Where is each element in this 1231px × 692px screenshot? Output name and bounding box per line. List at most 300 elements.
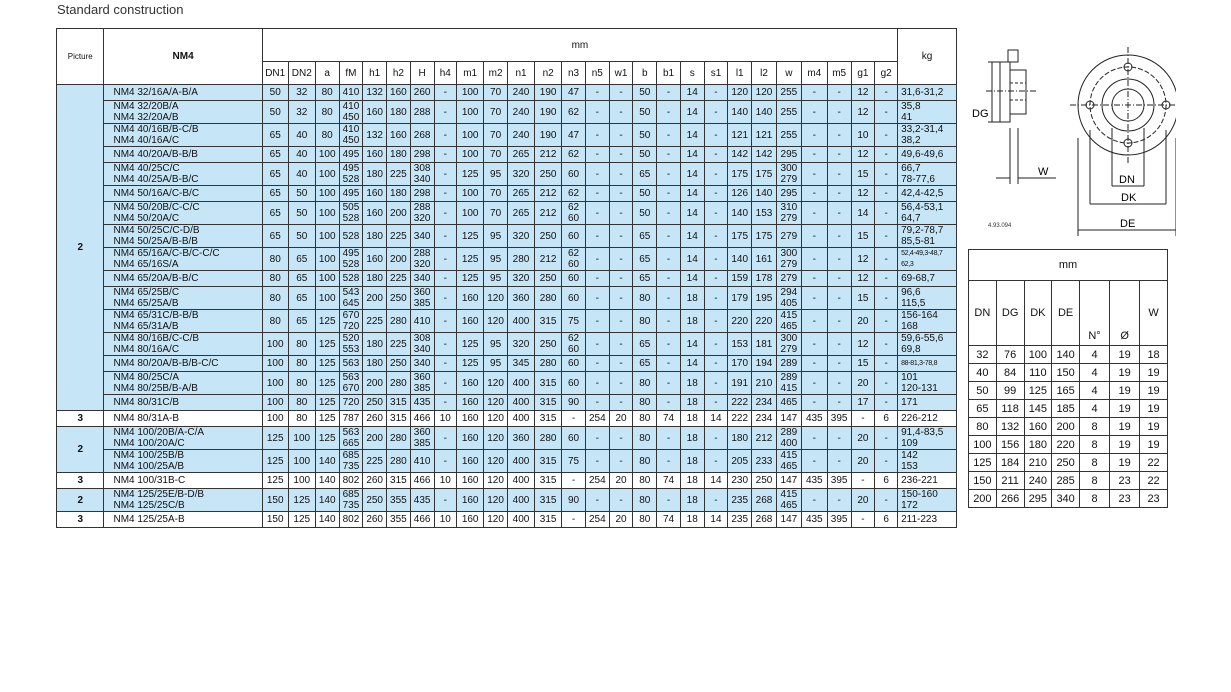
dim-cell: -	[585, 489, 609, 512]
dim-cell: 80	[633, 372, 657, 395]
flange-drawing	[966, 38, 1176, 238]
dim-cell: -	[609, 225, 633, 248]
dim-cell: 200	[387, 202, 411, 225]
dim-cell: -	[827, 333, 851, 356]
dim-cell: 120	[484, 473, 508, 489]
dim-cell: -	[827, 310, 851, 333]
dim-cell: 240	[507, 101, 534, 124]
dim-cell: 250	[387, 287, 411, 310]
dim-cell: -	[801, 372, 827, 395]
dim-cell: 160	[457, 310, 484, 333]
dim-cell: 250	[535, 333, 562, 356]
dim-cell: -	[827, 147, 851, 163]
dim-cell: -	[657, 287, 681, 310]
dim-cell: 400	[507, 395, 534, 411]
dim-cell: 395	[827, 473, 851, 489]
table-row	[57, 202, 957, 225]
dim-cell: 147	[776, 411, 801, 427]
flange-cell: 19	[1110, 382, 1140, 400]
dim-cell: -	[875, 101, 898, 124]
flange-cell: 19	[1110, 418, 1140, 436]
dim-cell: 191	[728, 372, 752, 395]
dim-cell: 140	[315, 450, 339, 473]
dim-cell: 310 279	[776, 202, 801, 225]
dim-cell: 360	[507, 287, 534, 310]
dim-cell: 280	[387, 372, 411, 395]
table-row	[57, 225, 957, 248]
dim-cell: 65	[262, 124, 288, 147]
dim-cell: -	[434, 225, 457, 248]
dim-cell: -	[704, 271, 728, 287]
dim-cell: 95	[484, 225, 508, 248]
dim-cell: 225	[387, 333, 411, 356]
flange-cell: 22	[1140, 454, 1168, 472]
dim-cell: 80	[262, 287, 288, 310]
dim-header: g2	[875, 62, 898, 85]
dim-cell: 250	[535, 163, 562, 186]
flange-cell: 19	[1110, 436, 1140, 454]
dim-cell: 140	[315, 512, 339, 528]
dim-cell: -	[704, 287, 728, 310]
dim-cell: 505 528	[339, 202, 363, 225]
flange-cell: 185	[1052, 400, 1080, 418]
dim-cell: 65	[633, 356, 657, 372]
table-row	[57, 333, 957, 356]
flange-cell: 210	[1024, 454, 1052, 472]
dim-cell: 60	[562, 225, 586, 248]
dim-cell: 80	[262, 271, 288, 287]
dim-cell: -	[827, 101, 851, 124]
dim-cell: 315	[387, 473, 411, 489]
dim-cell: 315	[535, 372, 562, 395]
dim-cell: 50	[633, 186, 657, 202]
dim-cell: 60	[562, 356, 586, 372]
dim-cell: 70	[484, 124, 508, 147]
dim-cell: 20	[851, 427, 875, 450]
dim-cell: 65	[288, 310, 315, 333]
dim-cell: 300 279	[776, 333, 801, 356]
dim-cell: 563 670	[339, 372, 363, 395]
dim-cell: -	[657, 225, 681, 248]
dim-cell: -	[657, 147, 681, 163]
flange-cell: 100	[969, 436, 997, 454]
dim-cell: -	[704, 147, 728, 163]
dim-cell: -	[827, 85, 851, 101]
dim-cell: 415 465	[776, 450, 801, 473]
dim-cell: 74	[657, 512, 681, 528]
dim-cell: 100	[315, 225, 339, 248]
flange-cell: 8	[1080, 472, 1110, 490]
dim-cell: 435	[801, 512, 827, 528]
dim-cell: 120	[752, 85, 777, 101]
dim-cell: 125	[315, 411, 339, 427]
dim-cell: 50	[633, 147, 657, 163]
dim-cell: 74	[657, 411, 681, 427]
dim-cell: -	[609, 450, 633, 473]
flange-cell: 80	[969, 418, 997, 436]
dim-cell: 100	[457, 147, 484, 163]
dim-cell: 80	[288, 411, 315, 427]
dim-cell: 80	[633, 411, 657, 427]
dim-cell: 10	[434, 411, 457, 427]
dim-cell: -	[875, 225, 898, 248]
dim-cell: -	[609, 310, 633, 333]
dim-cell: 121	[752, 124, 777, 147]
dim-cell: 14	[704, 512, 728, 528]
dim-cell: 520 553	[339, 333, 363, 356]
dim-cell: 360 385	[410, 287, 434, 310]
weight-cell: 91,4-83,5 109	[898, 427, 957, 450]
dim-cell: 18	[680, 310, 704, 333]
table-row	[57, 186, 957, 202]
dim-cell: 495 528	[339, 163, 363, 186]
dim-cell: 10	[851, 124, 875, 147]
dim-cell: 126	[728, 186, 752, 202]
dim-cell: -	[875, 147, 898, 163]
dim-cell: 10	[434, 512, 457, 528]
flange-cell: 266	[996, 490, 1024, 508]
dim-cell: 289	[776, 356, 801, 372]
weight-cell: 56,4-53,1 64,7	[898, 202, 957, 225]
dim-cell: 234	[752, 395, 777, 411]
dim-cell: 180	[363, 271, 387, 287]
dim-cell: -	[434, 147, 457, 163]
weight-cell: 88-81,3-78,8	[898, 356, 957, 372]
dim-cell: -	[585, 372, 609, 395]
dim-cell: 125	[288, 489, 315, 512]
model-cell: NM4 65/20A/B-B/C	[104, 271, 262, 287]
dim-cell: 65	[288, 271, 315, 287]
dim-cell: 80	[633, 512, 657, 528]
dim-cell: 100	[457, 124, 484, 147]
dim-cell: 125	[457, 333, 484, 356]
dim-cell: -	[801, 333, 827, 356]
dim-cell: 200	[363, 287, 387, 310]
weight-cell: 171	[898, 395, 957, 411]
dim-cell: 190	[535, 101, 562, 124]
table-row	[57, 271, 957, 287]
dim-cell: 90	[562, 489, 586, 512]
dim-cell: 268	[410, 124, 434, 147]
dim-cell: 142	[752, 147, 777, 163]
dim-header: n1	[507, 62, 534, 85]
dim-cell: -	[801, 225, 827, 248]
flange-cell: 156	[996, 436, 1024, 454]
dim-cell: 466	[410, 512, 434, 528]
dim-cell: 70	[484, 186, 508, 202]
dim-cell: 495 528	[339, 248, 363, 271]
table-row	[57, 101, 957, 124]
dim-cell: 120	[484, 489, 508, 512]
flange-header-hole-count: N°	[1080, 327, 1110, 346]
dim-cell: 295	[776, 186, 801, 202]
dim-cell: -	[801, 310, 827, 333]
dim-cell: -	[585, 225, 609, 248]
dim-cell: -	[657, 395, 681, 411]
dim-cell: 260	[363, 512, 387, 528]
dim-cell: 40	[288, 147, 315, 163]
dim-cell: 160	[387, 124, 411, 147]
dim-cell: 225	[387, 225, 411, 248]
dim-cell: 175	[728, 225, 752, 248]
dim-cell: 80	[288, 395, 315, 411]
dim-cell: -	[657, 310, 681, 333]
weight-cell: 226-212	[898, 411, 957, 427]
dim-cell: -	[875, 356, 898, 372]
dim-cell: 300 279	[776, 163, 801, 186]
flange-cell: 110	[1024, 364, 1052, 382]
table-row	[57, 124, 957, 147]
dim-header: H	[410, 62, 434, 85]
dim-cell: 222	[728, 395, 752, 411]
flange-row	[969, 400, 1168, 418]
dim-cell: 320	[507, 225, 534, 248]
weight-cell: 31,6-31,2	[898, 85, 957, 101]
flange-cell: 32	[969, 346, 997, 364]
dim-cell: 100	[315, 186, 339, 202]
flange-cell: 100	[1024, 346, 1052, 364]
dim-cell: 295	[776, 147, 801, 163]
flange-row	[969, 418, 1168, 436]
model-cell: NM4 32/20B/A NM4 32/20A/B	[104, 101, 262, 124]
dim-cell: 14	[680, 163, 704, 186]
dim-cell: 65	[262, 186, 288, 202]
dim-cell: -	[609, 186, 633, 202]
dim-cell: -	[657, 85, 681, 101]
dim-cell: -	[585, 310, 609, 333]
dim-cell: 60	[562, 271, 586, 287]
dim-cell: 65	[288, 248, 315, 271]
dim-cell: -	[801, 489, 827, 512]
dim-cell: 14	[680, 333, 704, 356]
dim-cell: 315	[535, 489, 562, 512]
dim-cell: -	[585, 248, 609, 271]
flange-cell: 99	[996, 382, 1024, 400]
flange-cell: 340	[1052, 490, 1080, 508]
dim-cell: 65	[262, 163, 288, 186]
dim-cell: -	[434, 186, 457, 202]
dim-cell: 15	[851, 225, 875, 248]
dim-cell: -	[704, 101, 728, 124]
dim-cell: -	[657, 356, 681, 372]
dim-cell: -	[875, 271, 898, 287]
dim-cell: -	[704, 163, 728, 186]
dim-cell: 132	[363, 85, 387, 101]
dim-cell: -	[875, 310, 898, 333]
dim-cell: 308 340	[410, 333, 434, 356]
dim-cell: 160	[363, 202, 387, 225]
dim-cell: 6	[875, 512, 898, 528]
dim-cell: -	[704, 124, 728, 147]
dim-cell: 288 320	[410, 202, 434, 225]
dim-cell: -	[851, 411, 875, 427]
flange-mm-header: mm	[969, 250, 1168, 281]
flange-cell: 76	[996, 346, 1024, 364]
dim-cell: 75	[562, 450, 586, 473]
dim-cell: 75	[562, 310, 586, 333]
dim-cell: -	[609, 271, 633, 287]
dim-cell: -	[875, 287, 898, 310]
dim-cell: -	[851, 473, 875, 489]
dim-cell: 125	[315, 356, 339, 372]
dim-cell: -	[801, 395, 827, 411]
dim-cell: 62 60	[562, 202, 586, 225]
figure-number: 4.93.094	[988, 223, 1012, 229]
dim-cell: 140	[752, 101, 777, 124]
dim-cell: 315	[535, 395, 562, 411]
dim-cell: -	[657, 427, 681, 450]
dim-cell: 212	[535, 186, 562, 202]
dim-header: a	[315, 62, 339, 85]
dim-cell: -	[609, 248, 633, 271]
dim-header: s1	[704, 62, 728, 85]
dim-cell: 80	[633, 310, 657, 333]
dim-cell: -	[609, 427, 633, 450]
dim-cell: -	[875, 489, 898, 512]
flange-cell: 150	[969, 472, 997, 490]
dim-cell: 47	[562, 124, 586, 147]
dim-cell: 254	[585, 411, 609, 427]
dim-cell: -	[434, 450, 457, 473]
flange-cell: 19	[1140, 418, 1168, 436]
weight-cell: 35,8 41	[898, 101, 957, 124]
dim-cell: 279	[776, 225, 801, 248]
dim-cell: 100	[315, 248, 339, 271]
model-cell: NM4 65/16A/C-B/C-C/C NM4 65/16S/A	[104, 248, 262, 271]
dim-cell: 60	[562, 372, 586, 395]
dim-cell: 180	[387, 101, 411, 124]
dim-cell: 720	[339, 395, 363, 411]
dim-cell: 100	[315, 202, 339, 225]
dim-cell: 50	[262, 101, 288, 124]
dim-cell: 65	[633, 271, 657, 287]
model-cell: NM4 50/16A/C-B/C	[104, 186, 262, 202]
dim-cell: 234	[752, 411, 777, 427]
dim-cell: 255	[776, 101, 801, 124]
flange-cell: 40	[969, 364, 997, 382]
dim-cell: 212	[535, 248, 562, 271]
weight-cell: 101 120-131	[898, 372, 957, 395]
dim-cell: 12	[851, 85, 875, 101]
dim-cell: -	[562, 473, 586, 489]
flange-row	[969, 364, 1168, 382]
dim-cell: 280	[507, 248, 534, 271]
dim-cell: -	[875, 248, 898, 271]
dim-cell: 315	[387, 411, 411, 427]
flange-header-hole-diameter: Ø	[1110, 327, 1140, 346]
flange-cell: 200	[1052, 418, 1080, 436]
dim-cell: 340	[410, 356, 434, 372]
dim-cell: 250	[387, 356, 411, 372]
dim-cell: 233	[752, 450, 777, 473]
model-cell: NM4 80/31A-B	[104, 411, 262, 427]
dim-cell: 125	[457, 248, 484, 271]
table-row	[57, 450, 957, 473]
dim-cell: 125	[457, 271, 484, 287]
dim-header: m1	[457, 62, 484, 85]
flange-cell: 240	[1024, 472, 1052, 490]
pump-rows	[57, 85, 957, 528]
dim-cell: -	[801, 186, 827, 202]
table-row	[57, 512, 957, 528]
dim-cell: 100	[315, 147, 339, 163]
model-cell: NM4 125/25E/B-D/B NM4 125/25C/B	[104, 489, 262, 512]
dim-cell: 415 465	[776, 489, 801, 512]
dim-cell: 140	[728, 101, 752, 124]
dim-cell: -	[434, 85, 457, 101]
dim-cell: 18	[680, 372, 704, 395]
dim-cell: 20	[609, 473, 633, 489]
dim-cell: 400	[507, 450, 534, 473]
dim-cell: -	[827, 202, 851, 225]
dim-cell: -	[657, 163, 681, 186]
flange-header-dg: DG	[996, 281, 1024, 346]
dim-cell: -	[562, 512, 586, 528]
dim-cell: 125	[315, 333, 339, 356]
dim-cell: 212	[535, 202, 562, 225]
dim-cell: -	[657, 202, 681, 225]
dim-header: b	[633, 62, 657, 85]
dim-cell: 194	[752, 356, 777, 372]
dim-cell: 315	[535, 450, 562, 473]
dim-cell: 180	[387, 147, 411, 163]
dim-cell: 100	[315, 287, 339, 310]
dim-cell: -	[801, 427, 827, 450]
dim-cell: -	[609, 395, 633, 411]
dim-cell: -	[704, 248, 728, 271]
dim-cell: 160	[457, 489, 484, 512]
dim-cell: 260	[363, 473, 387, 489]
dim-cell: 410 450	[339, 101, 363, 124]
dim-cell: 125	[315, 395, 339, 411]
dim-cell: 12	[851, 101, 875, 124]
dim-cell: -	[609, 287, 633, 310]
dim-cell: 787	[339, 411, 363, 427]
dim-cell: -	[657, 101, 681, 124]
dim-cell: -	[801, 85, 827, 101]
dim-cell: 100	[262, 333, 288, 356]
flange-cell: 220	[1052, 436, 1080, 454]
dim-cell: 254	[585, 512, 609, 528]
flange-cell: 4	[1080, 346, 1110, 364]
dim-cell: -	[827, 287, 851, 310]
dim-cell: 32	[288, 85, 315, 101]
dim-cell: 160	[387, 85, 411, 101]
dim-cell: 12	[851, 271, 875, 287]
dim-cell: 160	[457, 427, 484, 450]
flange-cell: 84	[996, 364, 1024, 382]
flange-row	[969, 382, 1168, 400]
dim-header: m2	[484, 62, 508, 85]
flange-cell: 19	[1140, 382, 1168, 400]
dim-cell: 14	[680, 248, 704, 271]
flange-cell: 8	[1080, 418, 1110, 436]
dim-cell: -	[704, 225, 728, 248]
dim-cell: -	[609, 372, 633, 395]
dim-cell: 170	[728, 356, 752, 372]
dim-cell: -	[827, 427, 851, 450]
dim-cell: 315	[387, 395, 411, 411]
dim-cell: -	[585, 186, 609, 202]
dim-cell: -	[585, 147, 609, 163]
dim-cell: 80	[633, 395, 657, 411]
dim-cell: 120	[484, 450, 508, 473]
picture-cell: 2	[57, 85, 104, 411]
dim-cell: 125	[315, 372, 339, 395]
dim-cell: 435	[801, 411, 827, 427]
weight-cell: 211-223	[898, 512, 957, 528]
model-cell: NM4 80/25C/A NM4 80/25B/B-A/B	[104, 372, 262, 395]
